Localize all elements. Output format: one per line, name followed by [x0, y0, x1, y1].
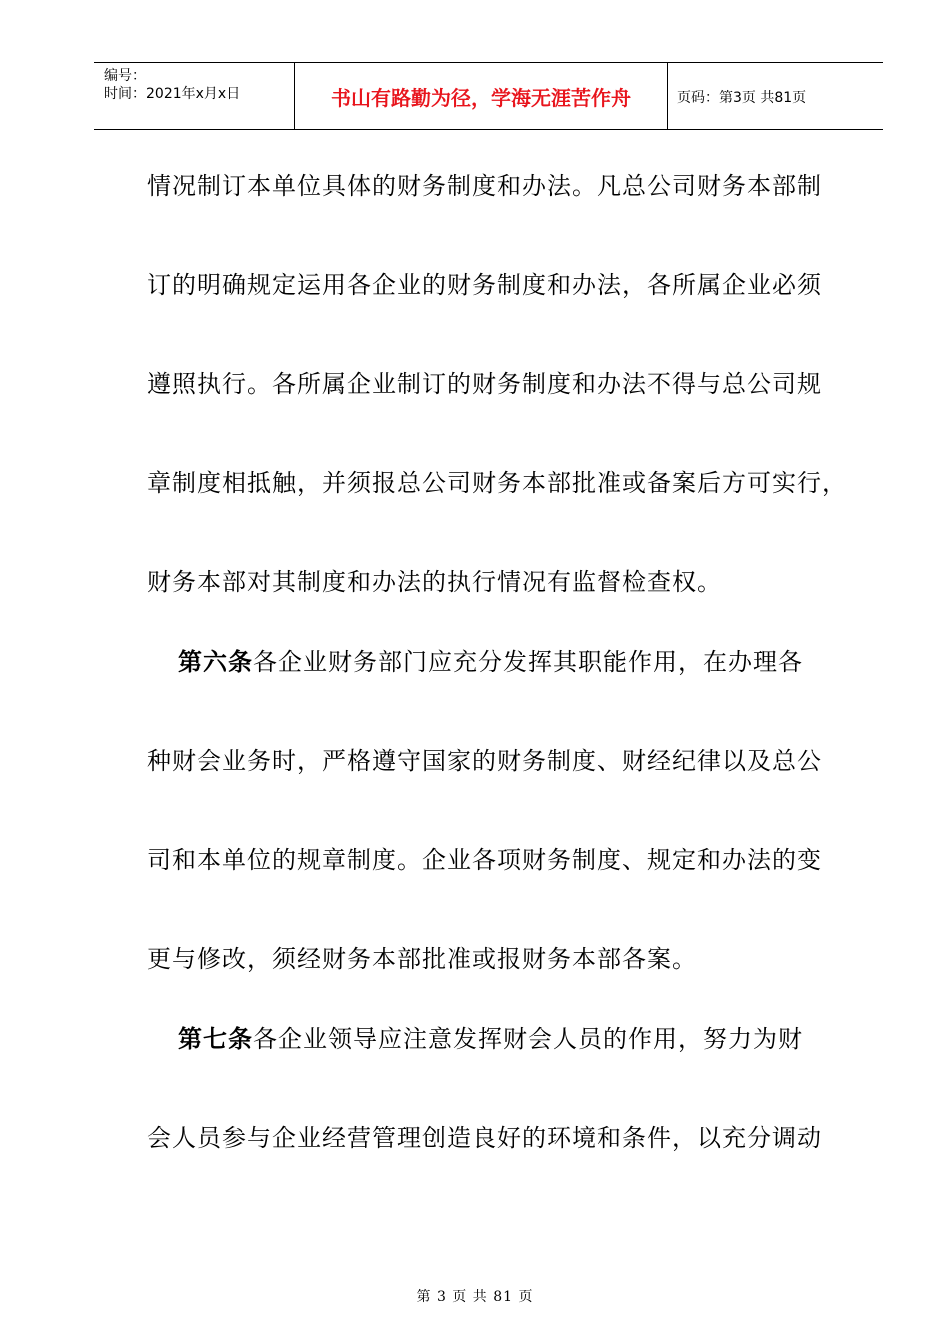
header-page-info: 页码：第3页 共81页	[677, 89, 807, 106]
body-line: 遵照执行。各所属企业制订的财务制度和办法不得与总公司规	[147, 370, 822, 398]
article-7-text: 各企业领导应注意发挥财会人员的作用，努力为财	[253, 1025, 803, 1053]
body-line: 种财会业务时，严格遵守国家的财务制度、财经纪律以及总公	[147, 747, 822, 775]
body-line: 情况制订本单位具体的财务制度和办法。凡总公司财务本部制	[147, 172, 822, 200]
article-6-first-line	[178, 647, 803, 677]
header-motto: 书山有路勤为径，学海无涯苦作舟	[295, 63, 668, 130]
article-7-first-line	[178, 1024, 803, 1054]
body-line: 财务本部对其制度和办法的执行情况有监督检查权。	[147, 568, 722, 596]
page-footer: 第 3 页 共 81 页	[416, 1289, 534, 1305]
article-7-number: 第七条	[178, 1025, 253, 1053]
body-line: 更与修改，须经财务本部批准或报财务本部各案。	[147, 945, 697, 973]
time-label: 时间：2021年x月x日	[104, 86, 241, 102]
body-line: 司和本单位的规章制度。企业各项财务制度、规定和办法的变	[147, 846, 822, 874]
article-6-text: 各企业财务部门应充分发挥其职能作用，在办理各	[253, 648, 803, 676]
body-line: 订的明确规定运用各企业的财务制度和办法，各所属企业必须	[147, 271, 822, 299]
page-header	[94, 62, 883, 130]
article-6-number: 第六条	[178, 648, 253, 676]
body-line: 会人员参与企业经营管理创造良好的环境和条件，以充分调动	[147, 1124, 822, 1152]
body-line: 章制度相抵触，并须报总公司财务本部批准或备案后方可实行，	[147, 469, 847, 497]
header-meta	[94, 63, 295, 130]
serial-label: 编号：	[104, 68, 146, 84]
